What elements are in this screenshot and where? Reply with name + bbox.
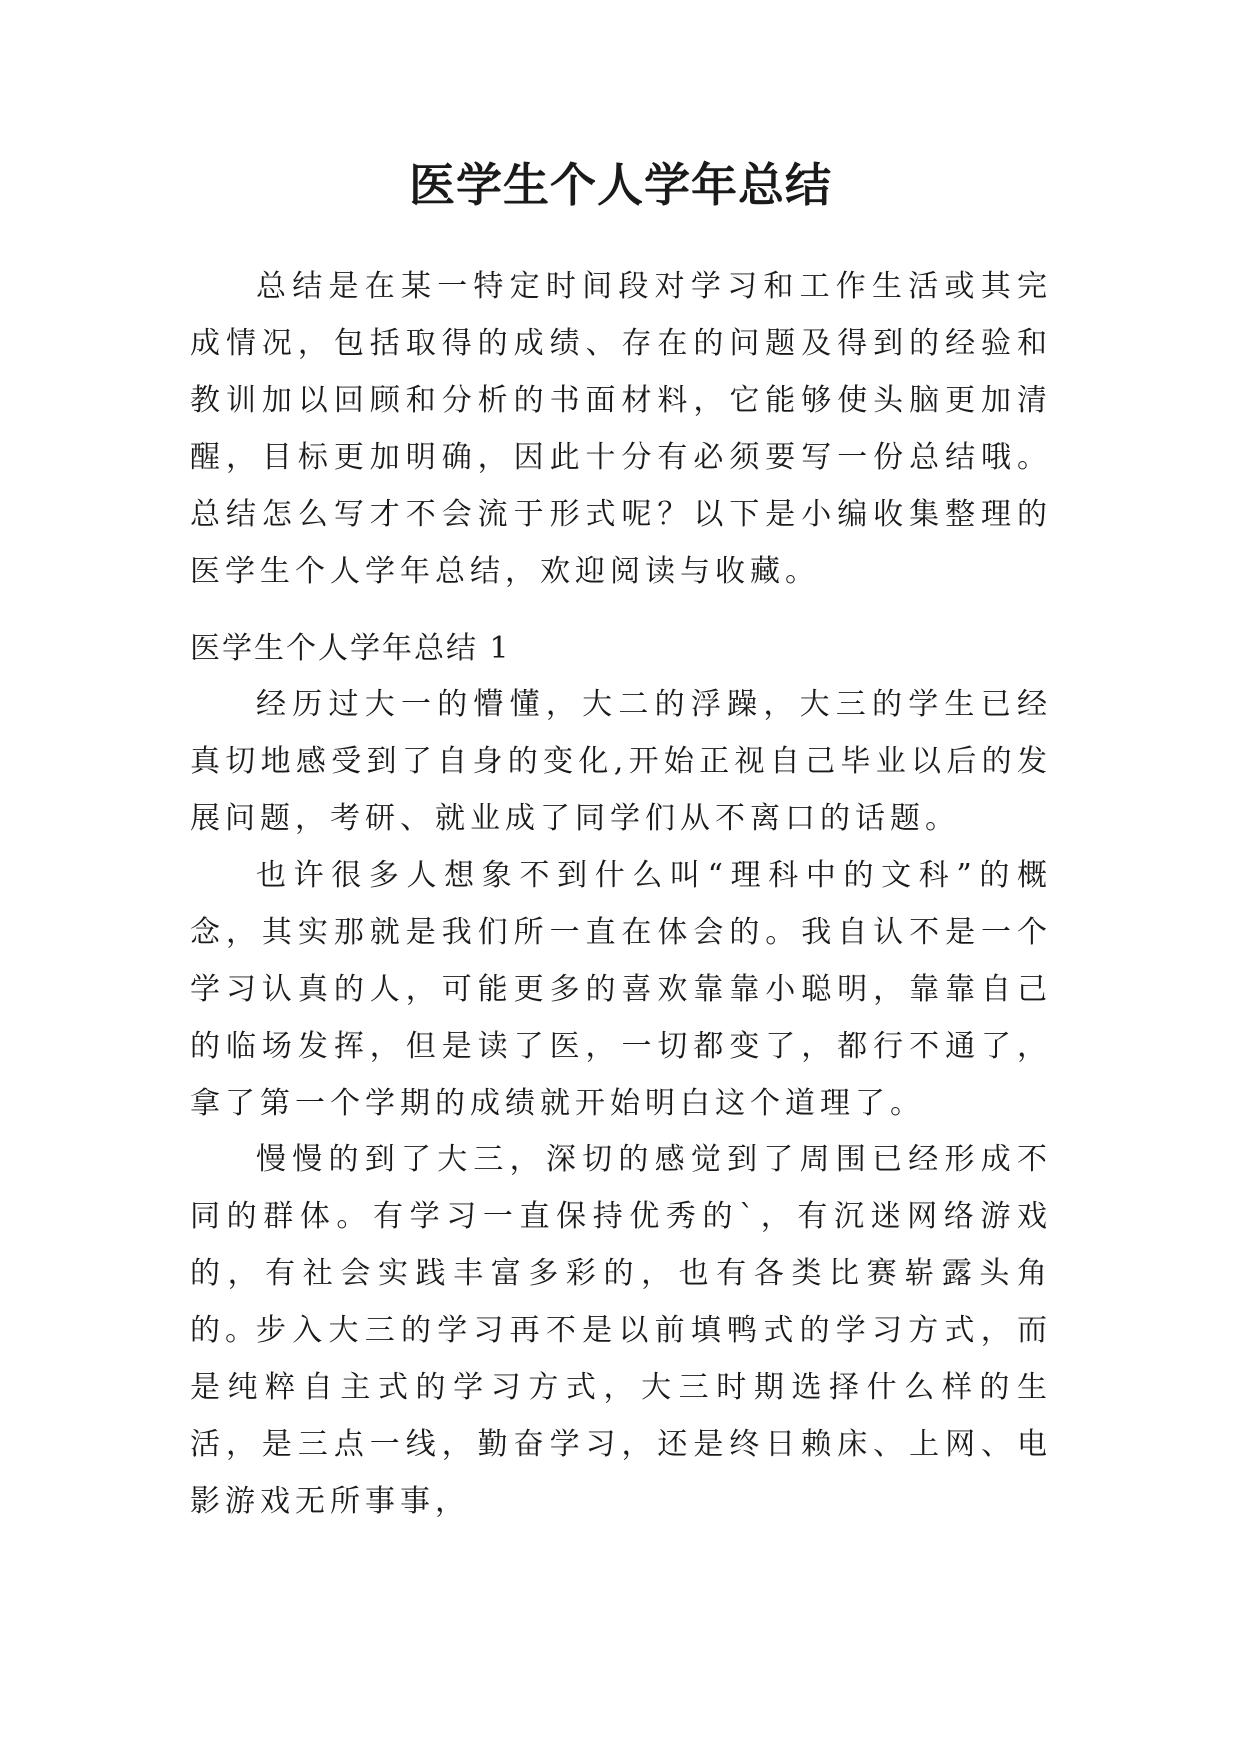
body-paragraph-3: 慢慢的到了大三，深切的感觉到了周围已经形成不同的群体。有学习一直保持优秀的`，有沉迷网络游戏的，有社会实践丰富多彩的，也有各类比赛崭露头角的。 <box>190 1142 1052 1348</box>
intro-paragraph: 总结是在某一特定时间段对学习和工作生活或其完成情况，包括取得的成绩、存在的问题及得到的经验和教训加以回顾和分析的书面材料，它能够使头脑更加清醒，目标更加明确，因此十分有必须要写一份总结哦。总结怎么写才不会流于形式呢？以下是小编收集整理的医学生个人学年总结，欢迎阅读与收藏。 <box>190 269 1052 589</box>
body-paragraph-4: 步入大三的学习再不是以前填鸭式的学习方式，而是纯粹自主式的学习方式，大三时期选择什么样的生活，是三点一线，勤奋学习，还是终日赖床、上网、电影游戏无所事事， <box>190 1313 1052 1519</box>
body-paragraph-2: 也许很多人想象不到什么叫“理科中的文科”的概念，其实那就是我们所一直在体会的。我自认不是一个学习认真的人，可能更多的喜欢靠靠小聪明，靠靠自己的临场发挥，但是读了医，一切都变了，都行不通了，拿了第一个学期的成绩就开始明白这个道理了。 <box>190 858 1052 1121</box>
body-paragraph-1: 经历过大一的懵懂，大二的浮躁，大三的学生已经真切地感受到了自身的变化,开始正视自己毕业以后的发展问题，考研、就业成了同学们从不离口的话题。 <box>190 687 1052 836</box>
document-title: 医学生个人学年总结 <box>409 158 832 212</box>
section-heading: 医学生个人学年总结 1 <box>190 631 511 666</box>
